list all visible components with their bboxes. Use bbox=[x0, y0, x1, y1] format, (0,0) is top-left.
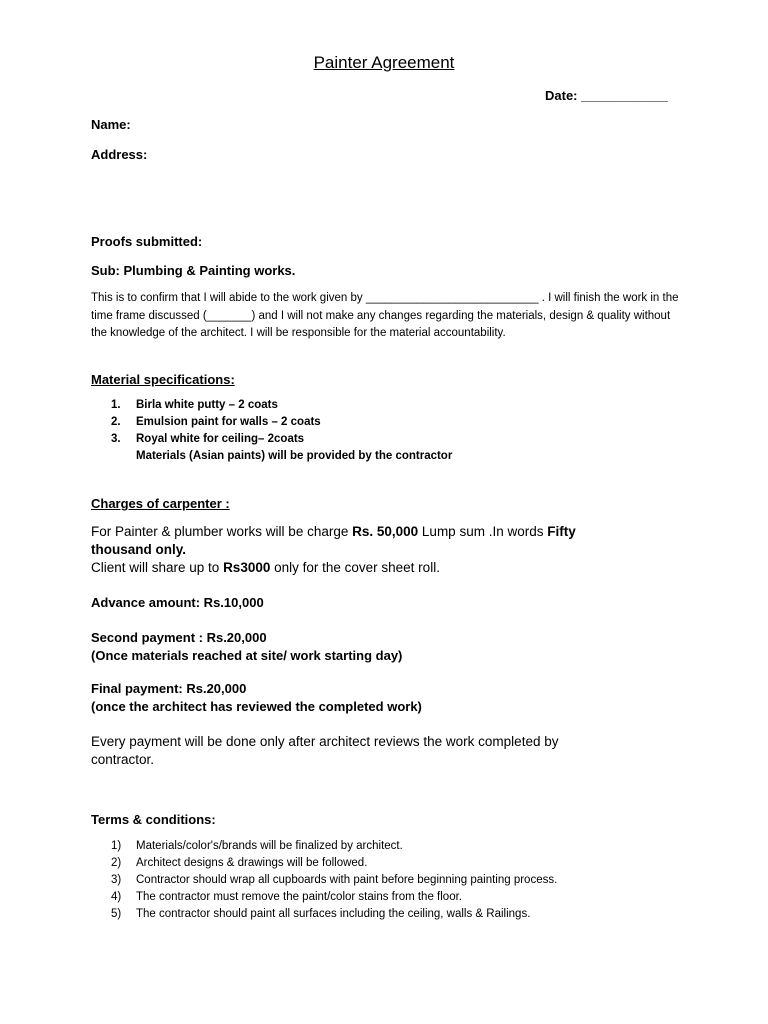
materials-note: Materials (Asian paints) will be provided by the contractor bbox=[136, 450, 453, 462]
payment-statement: contractor. bbox=[91, 752, 155, 767]
address-label: Address: bbox=[91, 147, 148, 162]
charges-heading: Charges of carpenter : bbox=[91, 496, 230, 511]
advance-amount: Advance amount: Rs.10,000 bbox=[91, 595, 264, 610]
term-item: The contractor should paint all surfaces including the ceiling, walls & Railings. bbox=[136, 908, 531, 920]
charges-text: Lump sum .In words bbox=[418, 524, 548, 539]
date-field: Date: ____________ bbox=[545, 88, 668, 103]
charges-words-line: thousand only. bbox=[91, 542, 186, 557]
term-item: Materials/color's/brands will be finalized by architect. bbox=[136, 840, 403, 852]
charges-text: For Painter & plumber works will be charge bbox=[91, 524, 353, 539]
document-title: Painter Agreement bbox=[313, 53, 455, 72]
terms-heading: Terms & conditions: bbox=[91, 812, 216, 827]
cover-sheet-line bbox=[91, 560, 440, 575]
term-number: 2) bbox=[111, 857, 122, 869]
material-heading: Material specifications: bbox=[91, 372, 235, 387]
material-item-number: 3. bbox=[111, 433, 121, 445]
cover-text: Client will share up to bbox=[91, 560, 224, 575]
proofs-label: Proofs submitted: bbox=[91, 234, 203, 249]
name-label: Name: bbox=[91, 117, 131, 132]
term-item: The contractor must remove the paint/color stains from the floor. bbox=[136, 891, 462, 903]
material-item-number: 1. bbox=[111, 399, 121, 411]
material-item-number: 2. bbox=[111, 416, 121, 428]
term-item: Architect designs & drawings will be followed. bbox=[136, 857, 368, 869]
term-number: 5) bbox=[111, 908, 122, 920]
second-payment-note: (Once materials reached at site/ work starting day) bbox=[91, 648, 403, 663]
term-number: 3) bbox=[111, 874, 122, 886]
material-item: Emulsion paint for walls – 2 coats bbox=[136, 416, 321, 428]
charges-words: Fifty bbox=[547, 524, 576, 539]
cover-text: only for the cover sheet roll. bbox=[270, 560, 440, 575]
payment-statement: Every payment will be done only after architect reviews the work completed by bbox=[91, 734, 559, 749]
term-item: Contractor should wrap all cupboards with paint before beginning painting process. bbox=[136, 874, 558, 886]
material-item: Birla white putty – 2 coats bbox=[136, 399, 278, 411]
confirmation-paragraph: This is to confirm that I will abide to the work given by ___________________________ . I will finish the work in the time frame discussed (_______) and I will not make any changes regarding the materials, design & quality without the knowledge of the architect. I will be responsible for the material accountability. bbox=[91, 292, 679, 339]
charges-line-1 bbox=[91, 524, 576, 539]
final-payment-note: (once the architect has reviewed the completed work) bbox=[91, 699, 422, 714]
material-item: Royal white for ceiling– 2coats bbox=[136, 433, 305, 445]
cover-amount: Rs3000 bbox=[223, 560, 271, 575]
second-payment: Second payment : Rs.20,000 bbox=[91, 630, 267, 645]
final-payment: Final payment: Rs.20,000 bbox=[91, 681, 247, 696]
charges-amount: Rs. 50,000 bbox=[352, 524, 419, 539]
subject-line: Sub: Plumbing & Painting works. bbox=[91, 263, 296, 278]
term-number: 1) bbox=[111, 840, 122, 852]
term-number: 4) bbox=[111, 891, 122, 903]
